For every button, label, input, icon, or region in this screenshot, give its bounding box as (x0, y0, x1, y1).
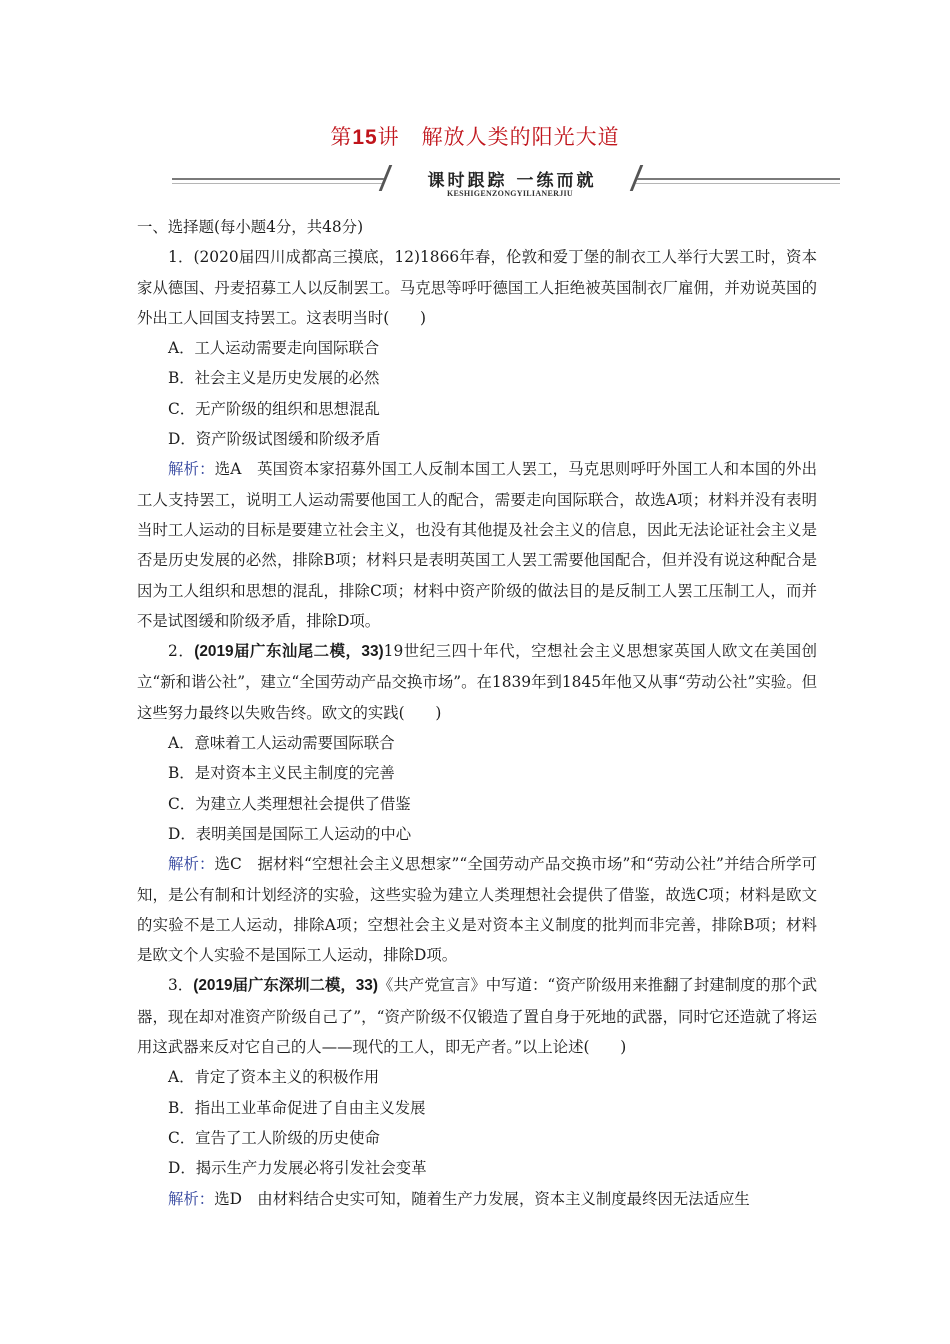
option-a: A．工人运动需要走向国际联合 (168, 339, 380, 358)
section-heading: 一、选择题(每小题4分，共48分) (137, 218, 364, 236)
question-source: (2019届广东汕尾二模，33) (194, 643, 384, 661)
analysis-label: 解析： (168, 1189, 215, 1208)
question-text: 《共产党宣言》中写道：“资产阶级用来推翻了封建制度的那个武器，现在却对准资产阶级自己了”，“资产阶级不仅锻造了置自身于死地的武器，同时它还造就了将运用这武器来反对它自己的人——现代的工人，即无产者。”以上论述( ) (137, 976, 817, 1057)
option-a: A．意味着工人运动需要国际联合 (168, 734, 395, 753)
question-text: 19世纪三四十年代，空想社会主义思想家英国人欧文在美国创立“新和谐公社”，建立“全国劳动产品交换市场”。在1839年到1845年他又从事“劳动公社”实验。但这些努力最终以失败告终。欧文的实践( ) (137, 642, 817, 722)
question-stem (137, 970, 817, 1062)
option-c: C．为建立人类理想社会提供了借鉴 (168, 794, 411, 813)
analysis (137, 1184, 817, 1214)
banner-rule-right (628, 178, 840, 184)
question-stem: 1．(2020届四川成都高三摸底，12)1866年春，伦敦和爱丁堡的制衣工人举行大罢工时，资本家从德国、丹麦招募工人以反制罢工。马克思等呼吁德国工人拒绝被英国制衣厂雇佣，并劝说英国的外出工人回国支持罢工。这表明当时( ) (137, 248, 817, 327)
banner-text: 课时跟踪 一练而就 (427, 171, 597, 191)
option-b: B．社会主义是历史发展的必然 (168, 369, 380, 388)
option-d: D．表明美国是国际工人运动的中心 (168, 824, 412, 843)
title-prefix: 第 (330, 125, 353, 149)
title-text: 讲 解放人类的阳光大道 (377, 125, 620, 149)
title-number: 15 (352, 126, 378, 149)
analysis-text: 选D 由材料结合史实可知，随着生产力发展，资本主义制度最终因无法适应生 (214, 1189, 750, 1208)
option-b: B．指出工业革命促进了自由主义发展 (168, 1098, 426, 1117)
banner-rule-left (172, 178, 398, 184)
option-a: A．肯定了资本主义的积极作用 (168, 1068, 380, 1087)
analysis-label: 解析： (168, 855, 215, 874)
analysis-label: 解析： (168, 460, 215, 479)
option-b: B．是对资本主义民主制度的完善 (168, 764, 395, 783)
question-number: 3． (168, 976, 194, 995)
main-content (137, 212, 817, 1214)
section-banner (172, 165, 840, 205)
analysis (137, 454, 817, 636)
option-d: D．资产阶级试图缓和阶级矛盾 (168, 430, 381, 449)
question-source: (2019届广东深圳二模，33) (193, 977, 378, 995)
option-d: D．揭示生产力发展必将引发社会变革 (168, 1159, 427, 1178)
option-c: C．无产阶级的组织和思想混乱 (168, 399, 380, 418)
banner-subtitle: KESHIGENZONGYILIANERJIU (446, 189, 574, 198)
question-stem (137, 636, 817, 728)
lesson-title (0, 121, 950, 151)
question-number: 2． (168, 642, 195, 661)
analysis (137, 849, 817, 970)
option-c: C．宣告了工人阶级的历史使命 (168, 1128, 380, 1147)
analysis-text: 选C 据材料“空想社会主义思想家”“全国劳动产品交换市场”和“劳动公社”并结合所学可知，是公有制和计划经济的实验，这些实验为建立人类理想社会提供了借鉴，故选C项；材料是欧文的实验不是工人运动，排除A项；空想社会主义是对资本主义制度的批判而非完善，排除B项；材料是欧文个人实验不是国际工人运动，排除D项。 (137, 855, 817, 965)
analysis-text: 选A 英国资本家招募外国工人反制本国工人罢工，马克思则呼吁外国工人和本国的外出工人支持罢工，说明工人运动需要他国工人的配合，需要走向国际联合，故选A项；材料并没有表明当时工人运动的目标是要建立社会主义，也没有其他提及社会主义的信息，因此无法论证社会主义是否是历史发展的必然，排除B项；材料只是表明英国工人罢工需要他国配合，但并没有说这种配合是因为工人组织和思想的混乱，排除C项；材料中资产阶级的做法目的是反制工人罢工压制工人，而并不是试图缓和阶级矛盾，排除D项。 (137, 460, 817, 630)
